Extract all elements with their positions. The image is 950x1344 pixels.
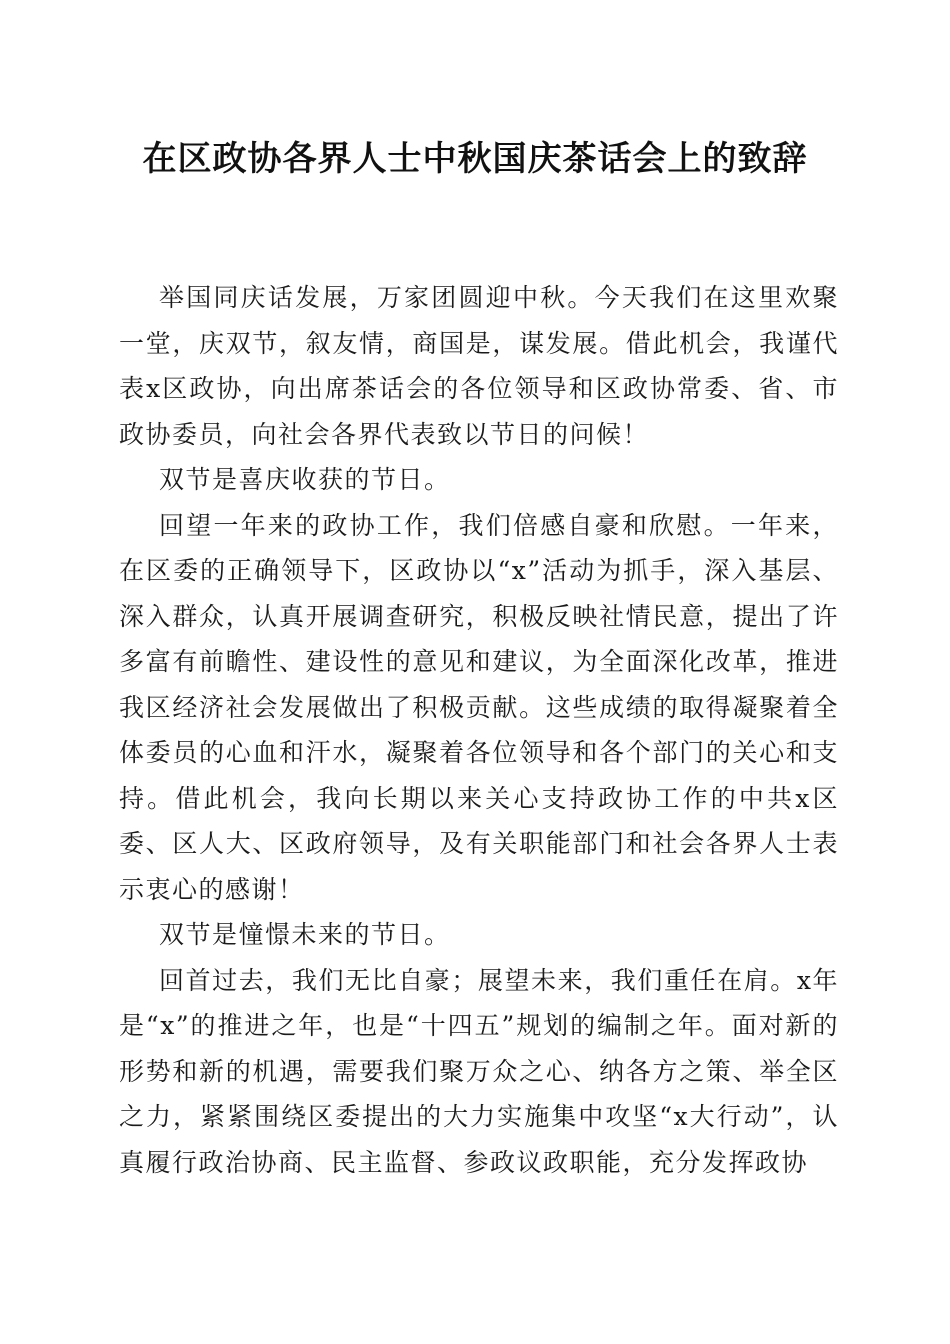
paragraph-harvest-heading: 双节是喜庆收获的节日。 [159,465,451,494]
document-body [119,275,839,1185]
document-title: 在区政协各界人士中秋国庆茶话会上的致辞 [142,139,808,179]
paragraph-greeting: 举国同庆话发展，万家团圆迎中秋。今天我们在这里欢聚一堂，庆双节，叙友情，商国是，谋发展。借此机会，我谨代表x区政协，向出席茶话会的各位领导和区政协常委、省、市政协委员，向社会各界代表致以节日的问候！ [119,283,839,449]
paragraph-review: 回望一年来的政协工作，我们倍感自豪和欣慰。一年来，在区委的正确领导下，区政协以“x”活动为抓手，深入基层、深入群众，认真开展调查研究，积极反映社情民意，提出了许多富有前瞻性、建设性的意见和建议，为全面深化改革，推进我区经济社会发展做出了积极贡献。这些成绩的取得凝聚着全体委员的心血和汗水，凝聚着各位领导和各个部门的关心和支持。借此机会，我向长期以来关心支持政协工作的中共x区委、区人大、区政府领导，及有关职能部门和社会各界人士表示衷心的感谢！ [119,510,839,904]
paragraph-outlook: 回首过去，我们无比自豪；展望未来，我们重任在肩。x年是“x”的推进之年，也是“十四五”规划的编制之年。面对新的形势和新的机遇，需要我们聚万众之心、纳各方之策、举全区之力，紧紧围绕区委提出的大力实施集中攻坚“x大行动”，认真履行政治协商、民主监督、参政议政职能，充分发挥政协 [119,965,839,1177]
paragraph-future-heading: 双节是憧憬未来的节日。 [159,920,451,949]
